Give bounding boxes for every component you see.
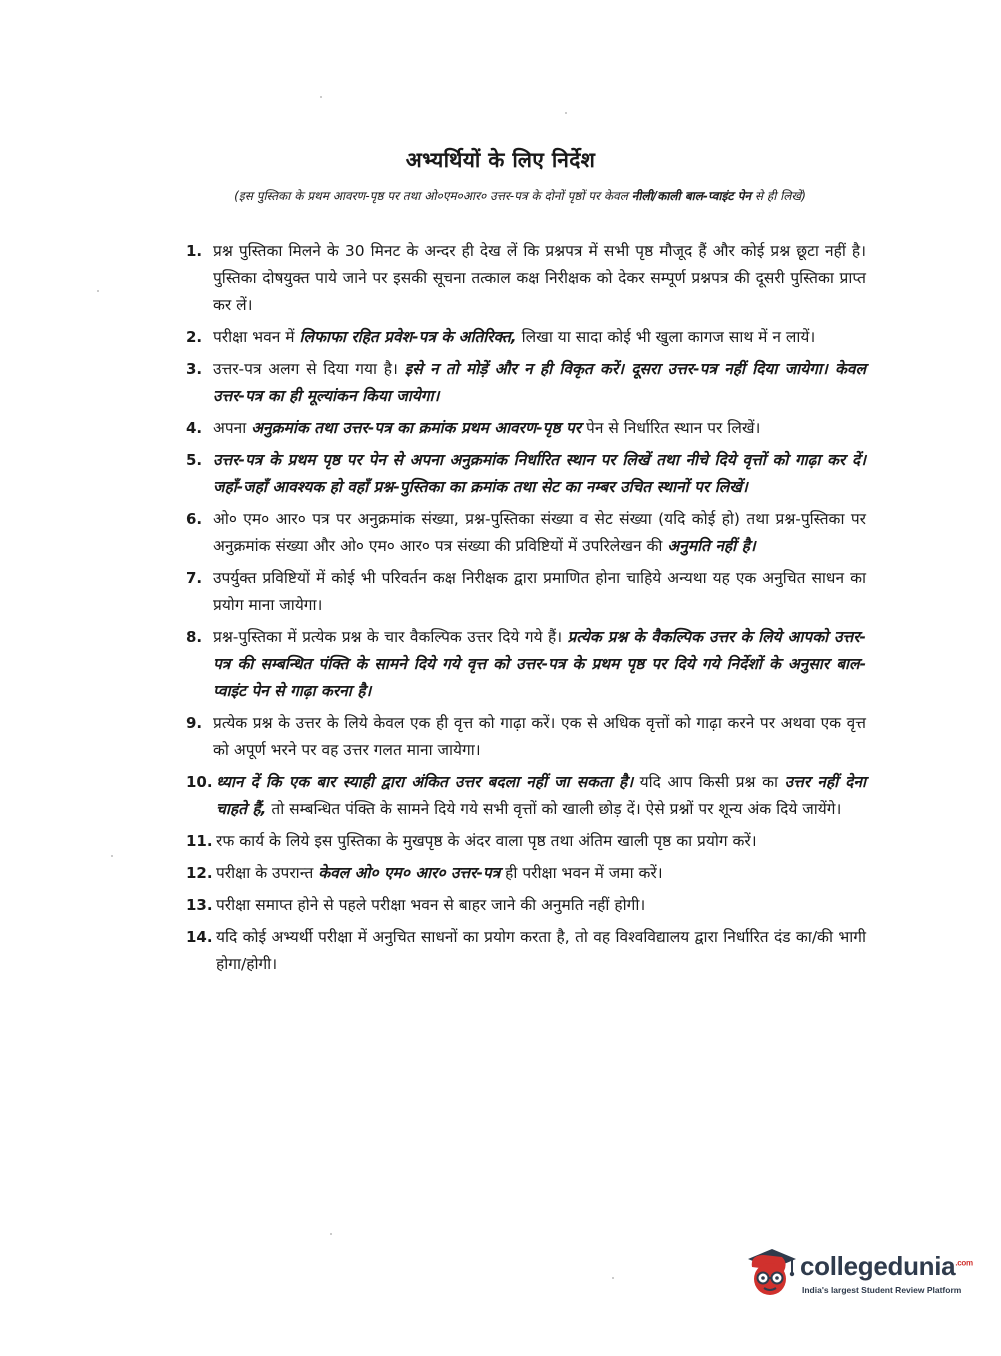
instruction-item: [186, 892, 866, 919]
instruction-text: [216, 769, 866, 823]
instruction-item: [186, 447, 866, 501]
instruction-segment: ही परीक्षा भवन में जमा करें।: [500, 864, 663, 882]
instruction-item: [186, 356, 866, 410]
instruction-text: [213, 565, 866, 619]
instruction-item: [186, 828, 866, 855]
instruction-emphasis: प्रत्येक प्रश्न के वैकल्पिक उत्तर के लिये आपको उत्तर-पत्र की सम्बन्धित पंक्ति के सामने दिये गये वृत्त को उत्तर-पत्र के प्रथम पृष्ठ पर दिये गये निर्देशों के अनुसार बाल-प्वाइंट पेन से गाढ़ा करना है।: [213, 628, 866, 700]
instruction-text: [213, 624, 866, 705]
instruction-text: [213, 710, 866, 764]
instruction-number: 6.: [186, 510, 203, 528]
instruction-segment: प्रश्न पुस्तिका मिलने के 30 मिनट के अन्दर ही देख लें कि प्रश्नपत्र में सभी पृष्ठ मौजूद हैं और कोई प्रश्न छूटा नहीं है। पुस्तिका दोषयुक्त पाये जाने पर इसकी सूचना तत्काल कक्ष निरीक्षक को देकर सम्पूर्ण प्रश्नपत्र की दूसरी पुस्तिका प्राप्त कर लें।: [213, 242, 866, 314]
instruction-number: 4.: [186, 419, 203, 437]
instruction-list: [186, 238, 866, 983]
instruction-number: 11.: [186, 832, 213, 850]
scan-speck: [320, 96, 322, 98]
subtitle-text: (इस पुस्तिका के प्रथम आवरण-पृष्ठ पर तथा ओ०एम०आर० उत्तर-पत्र के दोनों पृष्ठों पर केवल: [234, 189, 632, 203]
instruction-emphasis: अनुक्रमांक तथा उत्तर-पत्र का क्रमांक प्रथम आवरण-पृष्ठ पर: [251, 419, 582, 437]
subtitle-end: से ही लिखें): [751, 189, 806, 203]
instruction-text: [213, 447, 866, 501]
instruction-number: 1.: [186, 242, 203, 260]
instruction-segment: परीक्षा के उपरान्त: [216, 864, 319, 882]
instruction-number: 8.: [186, 628, 203, 646]
instruction-number: 9.: [186, 714, 203, 732]
instruction-text: [213, 238, 866, 319]
instruction-text: [216, 892, 866, 919]
subtitle-emphasis: नीली/काली बाल-प्वाइंट पेन: [631, 189, 752, 203]
collegedunia-watermark: [742, 1245, 972, 1305]
instruction-number: 10.: [186, 773, 213, 791]
instruction-segment: रफ कार्य के लिये इस पुस्तिका के मुखपृष्ठ के अंदर वाला पृष्ठ तथा अंतिम खाली पृष्ठ का प्रयोग करें।: [216, 832, 757, 850]
scan-speck: [565, 112, 567, 114]
instruction-emphasis: उत्तर-पत्र के प्रथम पृष्ठ पर पेन से अपना अनुक्रमांक निर्धारित स्थान पर लिखें तथा नीचे दिये वृत्तों को गाढ़ा कर दें। जहाँ-जहाँ आवश्यक हो वहाँ प्रश्न-पुस्तिका का क्रमांक तथा सेट का नम्बर उचित स्थानों पर लिखें।: [213, 451, 866, 496]
scan-speck: [612, 1277, 614, 1279]
instruction-text: [216, 924, 866, 978]
instruction-item: [186, 415, 866, 442]
logo-suffix: .com: [955, 1258, 973, 1268]
logo-tagline: India's largest Student Review Platform: [802, 1285, 962, 1295]
instruction-number: 2.: [186, 328, 203, 346]
instruction-item: [186, 624, 866, 705]
instruction-segment: ओ० एम० आर० पत्र पर अनुक्रमांक संख्या, प्रश्न-पुस्तिका संख्या व सेट संख्या (यदि कोई हो) तथा प्रश्न-पुस्तिका पर अनुक्रमांक संख्या और ओ० एम० आर० पत्र संख्या की प्रविष्टियों में उपरिलेखन की: [213, 510, 866, 555]
instruction-segment: तो सम्बन्धित पंक्ति के सामने दिये गये सभी वृत्तों को खाली छोड़ दें। ऐसे प्रश्नों पर शून्य अंक दिये जायेंगे।: [266, 800, 842, 818]
instruction-text: [213, 506, 866, 560]
instruction-text: [213, 415, 866, 442]
instruction-segment: प्रत्येक प्रश्न के उत्तर के लिये केवल एक ही वृत्त को गाढ़ा करें। एक से अधिक वृत्तों को गाढ़ा करने पर अथवा एक वृत्त को अपूर्ण भरने पर वह उत्तर गलत माना जायेगा।: [213, 714, 866, 759]
logo-name-text: collegedunia: [800, 1251, 956, 1281]
instruction-segment: उत्तर-पत्र अलग से दिया गया है।: [213, 360, 405, 378]
scan-speck: [330, 1233, 332, 1235]
instruction-item: [186, 924, 866, 978]
scan-speck: [97, 290, 99, 292]
instruction-number: 7.: [186, 569, 203, 587]
instruction-segment: पेन से निर्धारित स्थान पर लिखें।: [581, 419, 761, 437]
instruction-emphasis: इसे न तो मोड़ें और न ही विकृत करें। दूसरा उत्तर-पत्र नहीं दिया जायेगा। केवल उत्तर-पत्र का ही मूल्यांकन किया जायेगा।: [213, 360, 866, 405]
instruction-emphasis: लिफाफा रहित प्रवेश-पत्र के अतिरिक्त,: [299, 328, 517, 346]
instruction-item: [186, 860, 866, 887]
instruction-emphasis: ध्यान दें कि एक बार स्याही द्वारा अंकित उत्तर बदला नहीं जा सकता है।: [216, 773, 634, 791]
instruction-segment: परीक्षा भवन में: [213, 328, 300, 346]
instruction-segment: यदि आप किसी प्रश्न का: [633, 773, 785, 791]
instruction-emphasis: केवल ओ० एम० आर० उत्तर-पत्र: [318, 864, 501, 882]
instruction-segment: परीक्षा समाप्त होने से पहले परीक्षा भवन से बाहर जाने की अनुमति नहीं होगी।: [216, 896, 646, 914]
instruction-segment: प्रश्न-पुस्तिका में प्रत्येक प्रश्न के चार वैकल्पिक उत्तर दिये गये हैं।: [213, 628, 568, 646]
instruction-number: 5.: [186, 451, 203, 469]
instruction-number: 12.: [186, 864, 213, 882]
page-subtitle: [180, 187, 860, 204]
instruction-emphasis: उत्तर नहीं देना चाहते हैं,: [216, 773, 866, 818]
instruction-emphasis: अनुमति नहीं है।: [667, 537, 756, 555]
instruction-text: [213, 356, 866, 410]
logo-wordmark: [800, 1251, 973, 1282]
collegedunia-mascot-icon: [742, 1245, 798, 1301]
instruction-item: [186, 238, 866, 319]
instruction-item: [186, 710, 866, 764]
instruction-number: 3.: [186, 360, 203, 378]
scan-speck: [111, 855, 113, 857]
instruction-text: [216, 828, 866, 855]
instruction-item: [186, 769, 866, 823]
instruction-segment: उपर्युक्त प्रविष्टियों में कोई भी परिवर्तन कक्ष निरीक्षक द्वारा प्रमाणित होना चाहिये अन्यथा यह एक अनुचित साधन का प्रयोग माना जायेगा।: [213, 569, 866, 614]
instruction-segment: यदि कोई अभ्यर्थी परीक्षा में अनुचित साधनों का प्रयोग करता है, तो वह विश्वविद्यालय द्वारा निर्धारित दंड का/की भागी होगा/होगी।: [216, 928, 866, 973]
instruction-segment: लिखा या सादा कोई भी खुला कागज साथ में न लायें।: [516, 328, 816, 346]
instruction-item: [186, 506, 866, 560]
instruction-text: [216, 860, 866, 887]
instruction-item: [186, 324, 866, 351]
instruction-number: 13.: [186, 896, 213, 914]
instruction-item: [186, 565, 866, 619]
instruction-number: 14.: [186, 928, 213, 946]
instruction-segment: अपना: [213, 419, 252, 437]
instruction-text: [213, 324, 866, 351]
page-title: अभ्यर्थियों के लिए निर्देश: [405, 148, 596, 172]
